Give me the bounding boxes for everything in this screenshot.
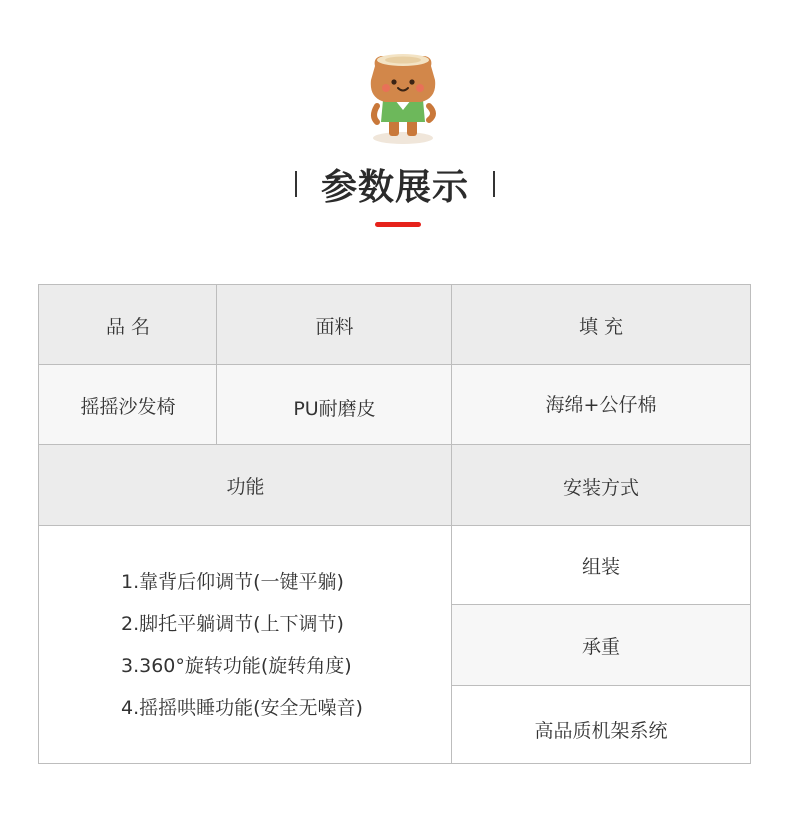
header-fabric: 面料 (217, 285, 452, 365)
section-title (0, 158, 790, 210)
mascot-logo (365, 50, 441, 146)
cell-filling: 海绵+公仔棉 (452, 365, 750, 445)
divider (39, 444, 750, 445)
cell-fabric: PU耐磨皮 (217, 365, 452, 445)
divider (39, 364, 750, 365)
parameter-table (38, 284, 751, 764)
install-assemble: 组装 (452, 526, 750, 605)
install-frame-system: 高品质机架系统 (452, 686, 750, 763)
title-right-bar (493, 171, 495, 197)
title-underline (375, 222, 421, 227)
header-product-name: 品 名 (39, 285, 217, 365)
tree-stump-mascot-icon (365, 50, 441, 146)
header-function: 功能 (39, 445, 452, 526)
feature-item: 2.脚托平躺调节(上下调节) (121, 612, 344, 635)
divider (39, 525, 750, 526)
divider (216, 285, 217, 445)
cell-product-name: 摇摇沙发椅 (39, 365, 217, 445)
feature-item: 1.靠背后仰调节(一键平躺) (121, 570, 344, 593)
install-load-bearing: 承重 (452, 605, 750, 686)
page-title: 参数展示 (320, 165, 469, 208)
divider (452, 604, 750, 605)
header-installation: 安装方式 (452, 445, 750, 526)
header-filling: 填 充 (452, 285, 750, 365)
feature-item: 3.360°旋转功能(旋转角度) (121, 654, 352, 677)
title-left-bar (295, 171, 297, 197)
divider (452, 685, 750, 686)
feature-list (39, 526, 452, 763)
feature-item: 4.摇摇哄睡功能(安全无噪音) (121, 696, 363, 719)
divider (451, 285, 452, 763)
